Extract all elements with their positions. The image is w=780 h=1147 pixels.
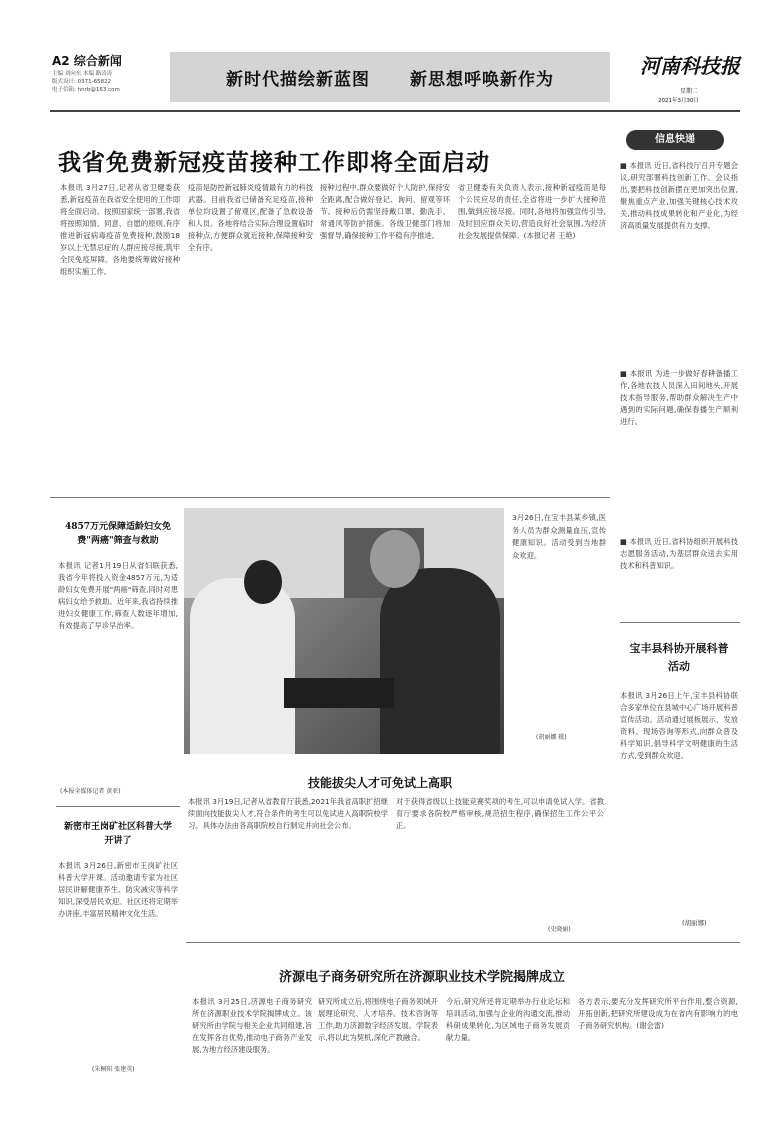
sidebar-story-text: 本报讯 3月26日上午,宝丰县科协联合多家单位在县城中心广场开展科普宣传活动。活动通过展板展示、发放资料、现场咨询等形式,向群众普及科学知识,倡导科学文明健康的生活方式,受到群众欢迎。 [620, 691, 738, 760]
slogan-left: 新时代描绘新蓝图 [226, 69, 370, 90]
bottom-story-col-2: 研究所成立后,将围绕电子商务领域开展理论研究、人才培养、技术咨询等工作,助力济源数字经济发展。学院表示,将以此为契机,深化产教融合。 [318, 997, 438, 1042]
news-photo [184, 508, 504, 754]
divider [186, 942, 740, 943]
bottom-story-title: 济源电子商务研究所在济源职业技术学院揭牌成立 [278, 970, 565, 985]
sidebar-title-box [626, 130, 724, 150]
main-story-col-1: 本报讯 3月27日,记者从省卫健委获悉,新冠疫苗在我省安全使用的工作即将全面启动。按照国家统一部署,我省将按照知情、同意、自愿的原则,有序推进新冠病毒疫苗免费接种,鼓励18岁以上无禁忌症的人群应接尽接,筑牢全民免疫屏障。各地要统筹做好接种组织实施工作。 [60, 183, 180, 276]
main-story-col-4: 省卫健委有关负责人表示,接种新冠疫苗是每个公民应尽的责任,全省将进一步扩大接种范围,做到应接尽接。同时,各地将加强宣传引导,及时回应群众关切,营造良好社会氛围,为经济社会发展提供保障。(本报记者 王艳) [458, 183, 606, 240]
bottom-story-col-1: 本报讯 3月25日,济源电子商务研究所在济源职业技术学院揭牌成立。该研究所由学院与相关企业共同组建,旨在发挥各自优势,推动电子商务产业发展,为地方经济建设服务。 [192, 997, 312, 1054]
photo-doctor-head [244, 560, 282, 604]
editor-line: 电子信箱: hnrb@163.com [52, 87, 120, 93]
editor-line: 版式设计: 0371-65822 [52, 79, 112, 85]
sidebar-para: ■ 本报讯 为进一步做好春耕备播工作,各地农技人员深入田间地头,开展技术指导服务,帮助群众解决生产中遇到的实际问题,确保春播生产顺利进行。 [620, 369, 738, 426]
masthead-rule [50, 110, 740, 112]
left-story-2-byline: (朱桐阳 张建英) [92, 1066, 135, 1073]
sidebar-title: 信息快递 [655, 134, 695, 145]
bottom-story-col-4: 各方表示,要充分发挥研究所平台作用,整合资源,开拓创新,把研究所建设成为在省内有影响力的电子商务研究机构。(谢会雷) [578, 997, 738, 1030]
photo-credit: (胡丽娜 摄) [536, 734, 567, 741]
sidebar-story-byline: (胡丽娜) [682, 919, 707, 927]
photo-elder [380, 568, 500, 754]
bottom-story-col-3: 今后,研究所还将定期举办行业论坛和培训活动,加强与企业的沟通交流,推动科研成果转化,为区域电子商务发展贡献力量。 [446, 997, 570, 1042]
divider [50, 497, 610, 498]
paper-name: 河南科技报 [640, 54, 740, 78]
photo-caption: 3月26日,在宝丰县某乡镇,医务人员为群众测量血压,宣传健康知识。活动受到当地群众欢迎。 [512, 513, 606, 560]
page-label: A2 综合新闻 [52, 54, 122, 68]
mid-story-col-2: 对于获得省级以上技能竞赛奖项的考生,可以申请免试入学。省教育厅要求各院校严格审核,规范招生程序,确保招生工作公平公正。 [396, 797, 604, 830]
left-story-1-byline: (本报全媒体记者 黄亚) [60, 788, 121, 795]
divider [56, 806, 180, 807]
mid-story-byline: (史晓丽) [548, 926, 571, 933]
left-story-2-title: 新密市王岗矿社区科普大学开讲了 [63, 822, 172, 846]
mid-story-title: 技能拔尖人才可免试上高职 [307, 776, 452, 790]
mid-story-col-1: 本报讯 3月19日,记者从省教育厅获悉,2021年我省高职扩招继续面向技能拔尖人才,符合条件的考生可以免试进入高职院校学习。具体办法由各高职院校自行制定并向社会公布。 [188, 797, 388, 830]
editor-info [52, 70, 120, 94]
main-headline: 我省免费新冠疫苗接种工作即将全面启动 [58, 149, 490, 176]
main-story-col-3: 接种过程中,群众要做好个人防护,保持安全距离,配合做好登记、询问、留观等环节。接种后仍需坚持戴口罩、勤洗手、常通风等防护措施。各级卫健部门将加强督导,确保接种工作平稳有序推进。 [320, 183, 450, 240]
slogan-banner [170, 52, 610, 102]
slogan-right: 新思想呼唤新作为 [410, 69, 554, 90]
issue-date: 2021年3月30日 [658, 98, 699, 104]
editor-line: 主编 刘向东 本编 路涛涛 [52, 71, 113, 77]
sidebar-story-title: 宝丰县科协开展科普活动 [629, 642, 729, 673]
photo-elder-head [370, 530, 420, 588]
divider [620, 622, 740, 623]
photo-table [284, 678, 394, 708]
main-story-col-2: 疫苗是防控新冠肺炎疫情最有力的科技武器。目前我省已储备充足疫苗,接种单位均设置了留观区,配备了急救设备和人员。各地将结合实际合理设置临时接种点,方便群众就近接种,保障接种安全有序。 [188, 183, 313, 252]
photo-doctor [190, 578, 295, 754]
sidebar-para: ■ 本报讯 近日,省科协组织开展科技志愿服务活动,为基层群众送去实用技术和科普知识。 [620, 537, 738, 570]
weekday: 星期二 [680, 88, 699, 95]
left-story-2-text: 本报讯 3月26日,新密市王岗矿社区科普大学开课。活动邀请专家为社区居民讲解健康养生、防灾减灾等科学知识,深受居民欢迎。社区还将定期举办讲座,丰富居民精神文化生活。 [58, 861, 178, 918]
left-story-1-text: 本报讯 记者1月19日从省妇联获悉,我省今年将投入资金4857万元,为适龄妇女免费开展"两癌"筛查,同时对患病妇女给予救助。近年来,我省持续推进妇女健康工作,筛查人数逐年增加,有效提高了早诊早治率。 [58, 561, 178, 630]
left-story-1-title: 4857万元保障适龄妇女免费"两癌"筛查与救助 [64, 522, 172, 546]
sidebar-para: ■ 本报讯 近日,省科技厅召开专题会议,研究部署科技创新工作。会议指出,要把科技创新摆在更加突出位置,聚焦重点产业,加强关键核心技术攻关,推动科技成果转化和产业化,为经济高质量发展提供有力支撑。 [620, 161, 738, 230]
